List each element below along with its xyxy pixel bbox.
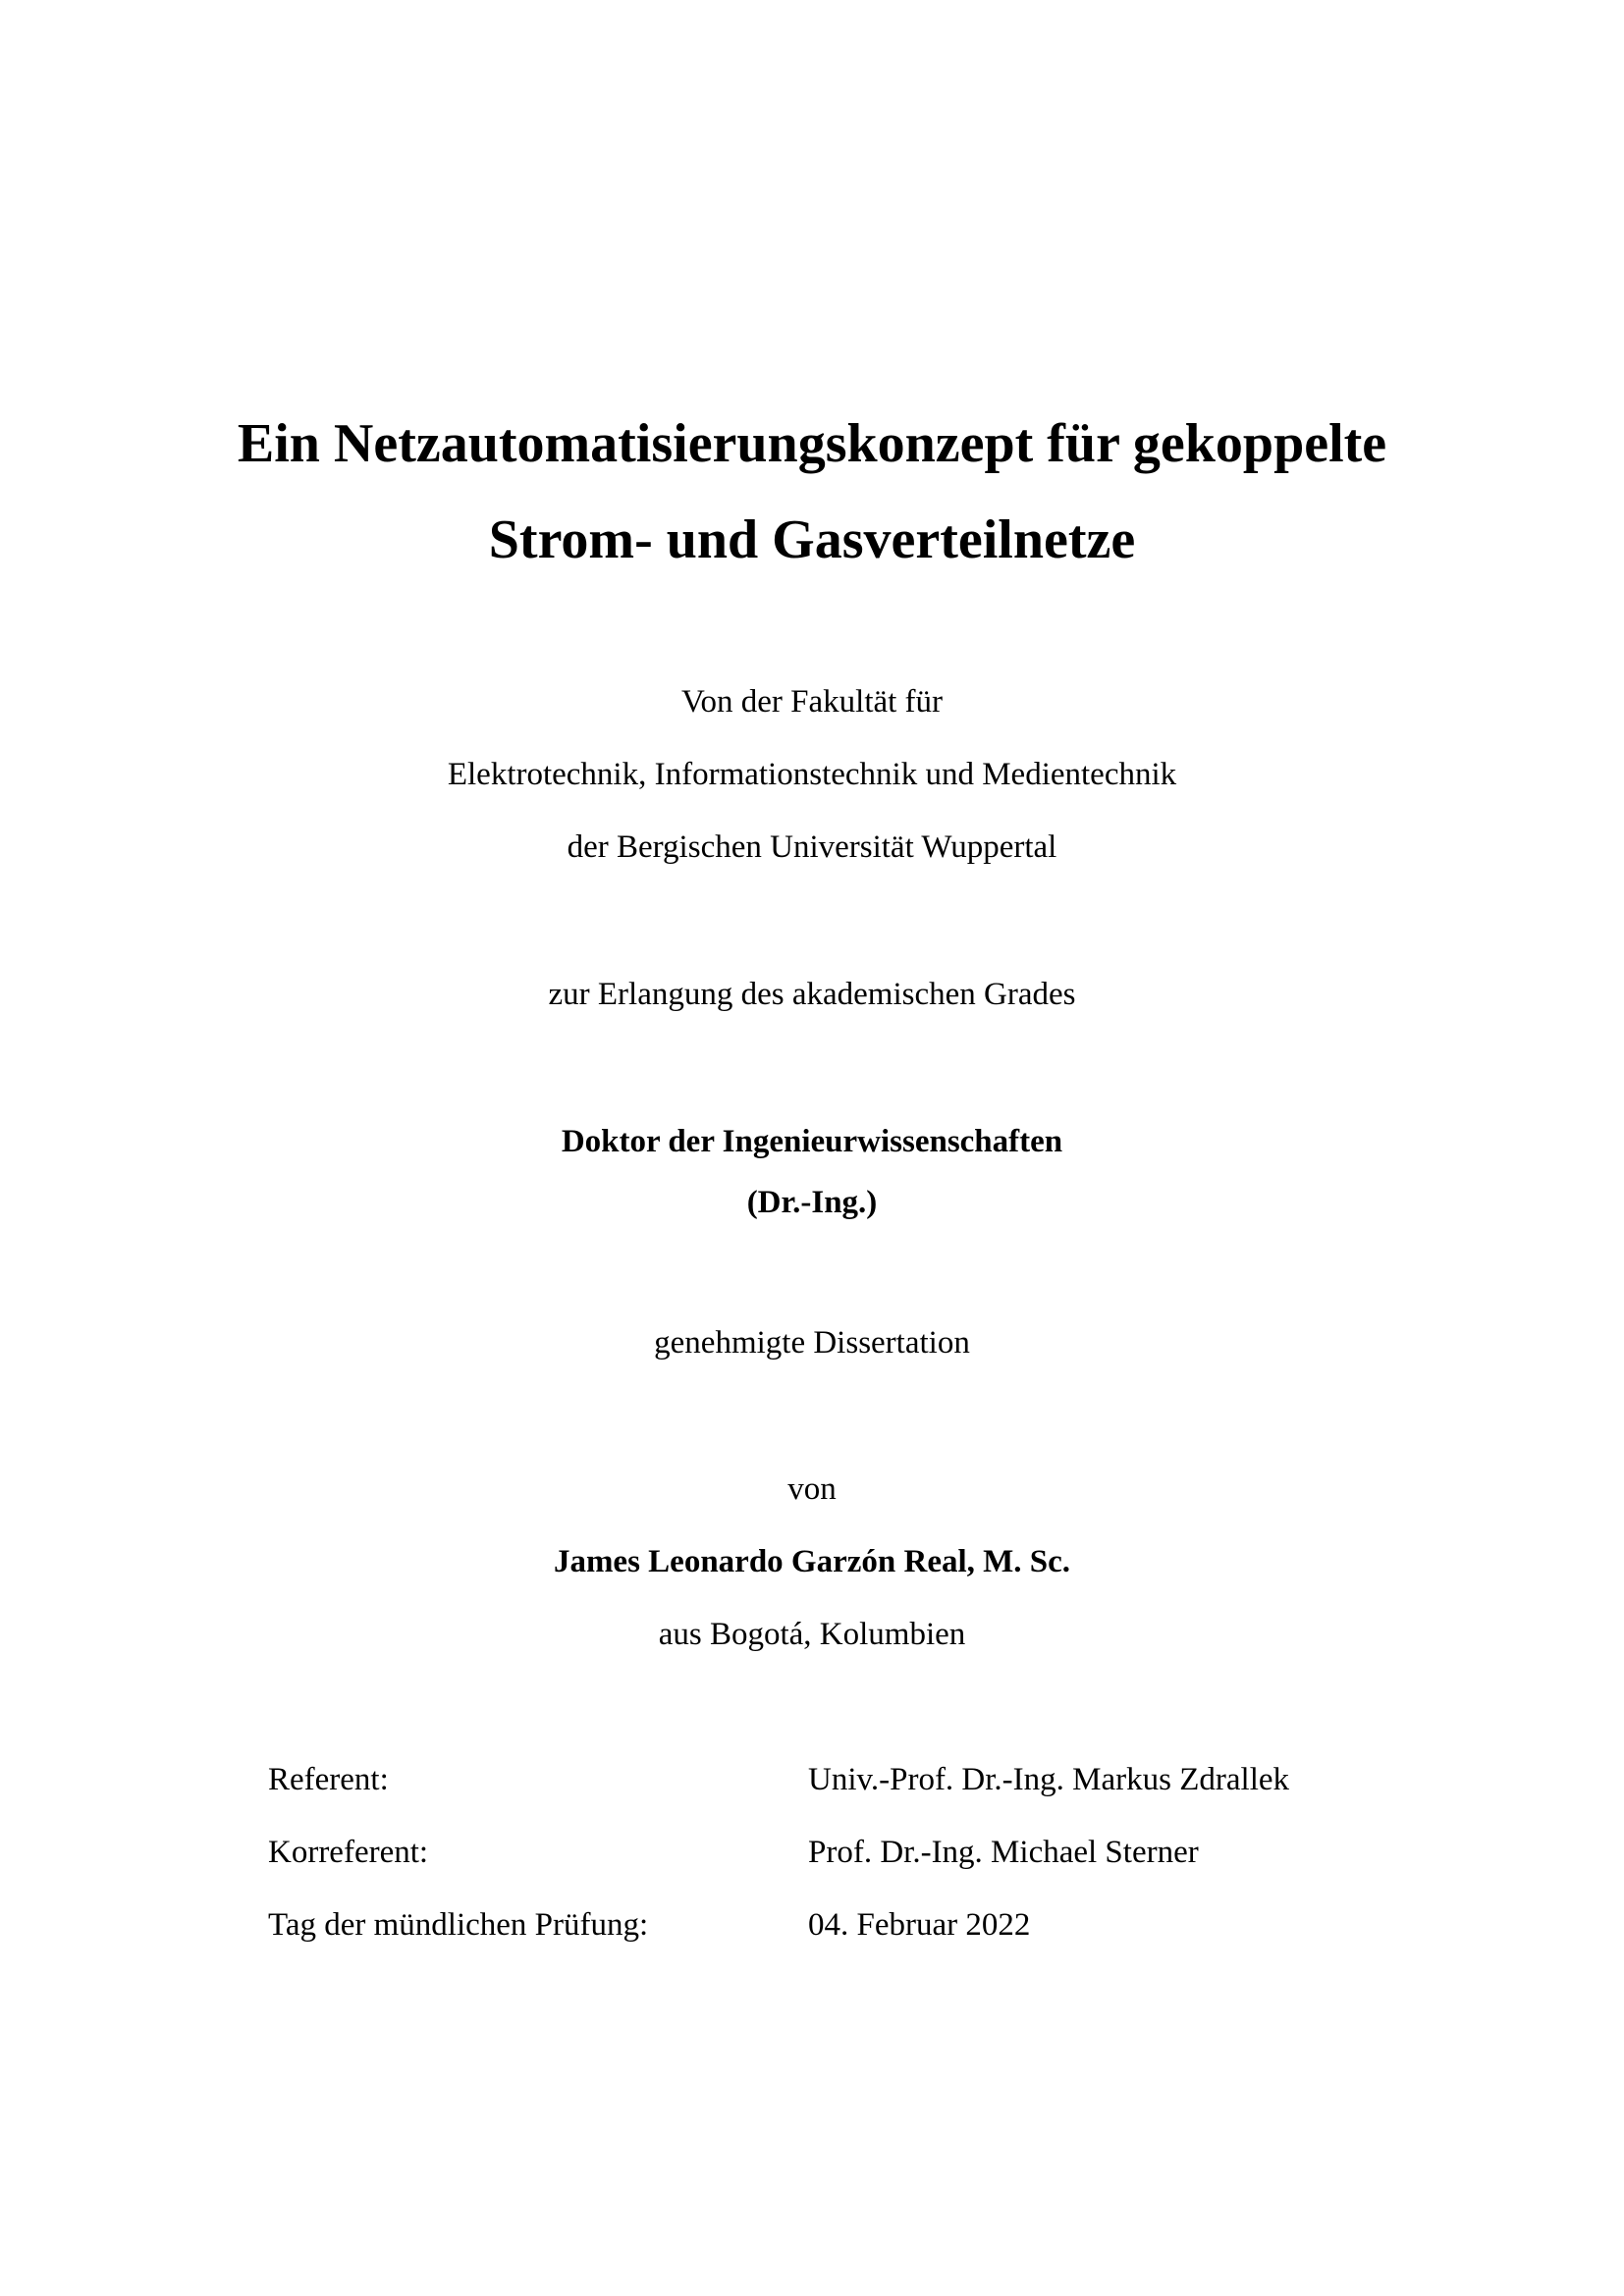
- thesis-title-line-2: Strom- und Gasverteilnetze: [488, 509, 1136, 570]
- referent-label: Referent:: [268, 1762, 389, 1797]
- referent-value: Univ.-Prof. Dr.-Ing. Markus Zdrallek: [808, 1762, 1290, 1797]
- korreferent-value: Prof. Dr.-Ing. Michael Sterner: [808, 1835, 1199, 1870]
- thesis-title-line-1: Ein Netzautomatisierungskonzept für gekoppelte: [237, 413, 1387, 474]
- degree-name: Doktor der Ingenieurwissenschaften: [561, 1124, 1063, 1159]
- document-type: genehmigte Dissertation: [654, 1325, 970, 1361]
- degree-purpose: zur Erlangung des akademischen Grades: [548, 977, 1076, 1012]
- author-name: James Leonardo Garzón Real, M. Sc.: [553, 1544, 1071, 1579]
- faculty-name: Elektrotechnik, Informationstechnik und Medientechnik: [447, 757, 1177, 792]
- exam-date-value: 04. Februar 2022: [808, 1907, 1031, 1943]
- faculty-intro: Von der Fakultät für: [680, 684, 944, 720]
- university-name: der Bergischen Universität Wuppertal: [567, 829, 1057, 865]
- author-origin: aus Bogotá, Kolumbien: [658, 1617, 966, 1652]
- degree-abbreviation: (Dr.-Ing.): [746, 1185, 878, 1220]
- korreferent-label: Korreferent:: [268, 1835, 429, 1870]
- exam-date-label: Tag der mündlichen Prüfung:: [268, 1907, 649, 1943]
- author-preposition: von: [787, 1471, 837, 1507]
